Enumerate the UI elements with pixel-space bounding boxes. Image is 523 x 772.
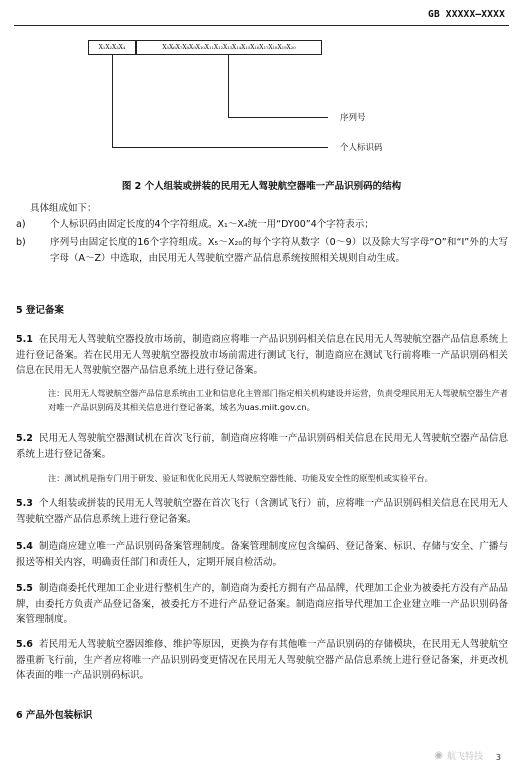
- list-text: 个人标识码由固定长度的4个字符组成。X₁～X₄统一用“DY00”4个字符表示；: [50, 219, 374, 230]
- leader-line-personal-vertical: [112, 55, 113, 148]
- leader-line-serial-horizontal: [228, 117, 328, 118]
- clause-text: 制造商应建立唯一产品识别码备案管理制度。备案管理制度应包含编码、登记备案、标识、存储与安全、广播与报送等相关内容，明确责任部门和责任人，定期开展自检活动。: [16, 541, 508, 568]
- clause-number: 5.2: [16, 433, 33, 444]
- paragraph-5-1: [16, 332, 508, 379]
- clause-number: 5.6: [16, 639, 33, 650]
- note-2: 注：测试机是指专门用于研发、验证和优化民用无人驾驶航空器性能、功能及安全性的原型机或实验平台。: [48, 473, 433, 483]
- clause-text: 民用无人驾驶航空器测试机在首次飞行前，制造商应将唯一产品识别码相关信息在民用无人驾驶航空器产品信息系统上进行登记备案。: [16, 433, 508, 460]
- personal-id-box: X₁X₂X₃X₄: [88, 40, 136, 55]
- serial-number-box: X₅X₆X₇X₈X₉X₁₀X₁₁X₁₂X₁₃X₁₄X₁₅X₁₆X₁₇X₁₈X₁₉X₂₀: [136, 40, 322, 55]
- document-code: GB XXXXX—XXXX: [428, 9, 505, 20]
- clause-number: 5.5: [16, 583, 33, 594]
- paragraph-5-4: [16, 539, 508, 570]
- note-1: 注：民用无人驾驶航空器产品信息系统由工业和信息化主管部门指定相关机构建设并运营，负责受理民用无人驾驶航空器生产者对唯一产品识别码及其相关信息进行登记备案，域名为uas.miit.gov.cn。: [48, 388, 508, 412]
- paragraph-5-6: [16, 637, 508, 684]
- list-item: [16, 235, 508, 266]
- leader-line-serial-vertical: [228, 55, 229, 118]
- list-marker: a): [16, 219, 26, 230]
- section-title: 6 产品外包装标识: [16, 710, 93, 721]
- header-rule: [14, 25, 509, 26]
- section-title: 5 登记备案: [16, 305, 64, 316]
- leader-line-personal-horizontal: [112, 147, 328, 148]
- figure-caption: 图 2 个人组装或拼装的民用无人驾驶航空器唯一产品识别码的结构: [121, 181, 402, 192]
- list-marker: b): [16, 237, 26, 248]
- clause-text: 制造商委托代理加工企业进行整机生产的，制造商为委托方拥有产品品牌，代理加工企业为被委托方没有产品品牌，由委托方负责产品登记备案，被委托方不进行产品登记备案。制造商应指导代理加工企业建立唯一产品识别码备案管理制度。: [16, 583, 508, 625]
- clause-number: 5.1: [16, 334, 33, 345]
- list-text: 序列号由固定长度的16个字符组成。X₅～X₂₀的每个字符从数字（0～9）以及除大写字母“O”和“I”外的大写字母（A～Z）中选取，由民用无人驾驶航空器产品信息系统按照相关规则自动生成。: [50, 237, 508, 264]
- weibo-icon: ◉: [434, 750, 443, 761]
- clause-text: 在民用无人驾驶航空器投放市场前，制造商应将唯一产品识别码相关信息在民用无人驾驶航空器产品信息系统上进行登记备案。若在民用无人驾驶航空器投放市场前需进行测试飞行，制造商应在测试飞行前将唯一产品识别码相关信息在民用无人驾驶航空器产品信息系统上进行登记备案。: [16, 334, 508, 376]
- list-item: [16, 217, 508, 233]
- composition-intro: 具体组成如下：: [30, 203, 97, 214]
- personal-id-label: 个人标识码: [340, 143, 383, 153]
- serial-number-label: 序列号: [340, 113, 366, 123]
- clause-text: 若民用无人驾驶航空器因维修、维护等原因，更换为存有其他唯一产品识别码的存储模块，在民用无人驾驶航空器重新飞行前，生产者应将唯一产品识别码变更情况在民用无人驾驶航空器产品信息系统上进行登记备案，并更改机体表面的唯一产品识别码标识。: [16, 639, 508, 681]
- watermark-text: 航飞特技: [446, 752, 483, 762]
- watermark: [434, 749, 483, 762]
- paragraph-5-2: [16, 431, 508, 462]
- clause-number: 5.3: [16, 498, 33, 509]
- paragraph-5-3: [16, 496, 508, 527]
- page-number: 3: [495, 753, 501, 762]
- clause-number: 5.4: [16, 541, 33, 552]
- paragraph-5-5: [16, 581, 508, 628]
- clause-text: 个人组装或拼装的民用无人驾驶航空器在首次飞行（含测试飞行）前，应将唯一产品识别码相关信息在民用无人驾驶航空器产品信息系统上进行登记备案。: [16, 498, 508, 525]
